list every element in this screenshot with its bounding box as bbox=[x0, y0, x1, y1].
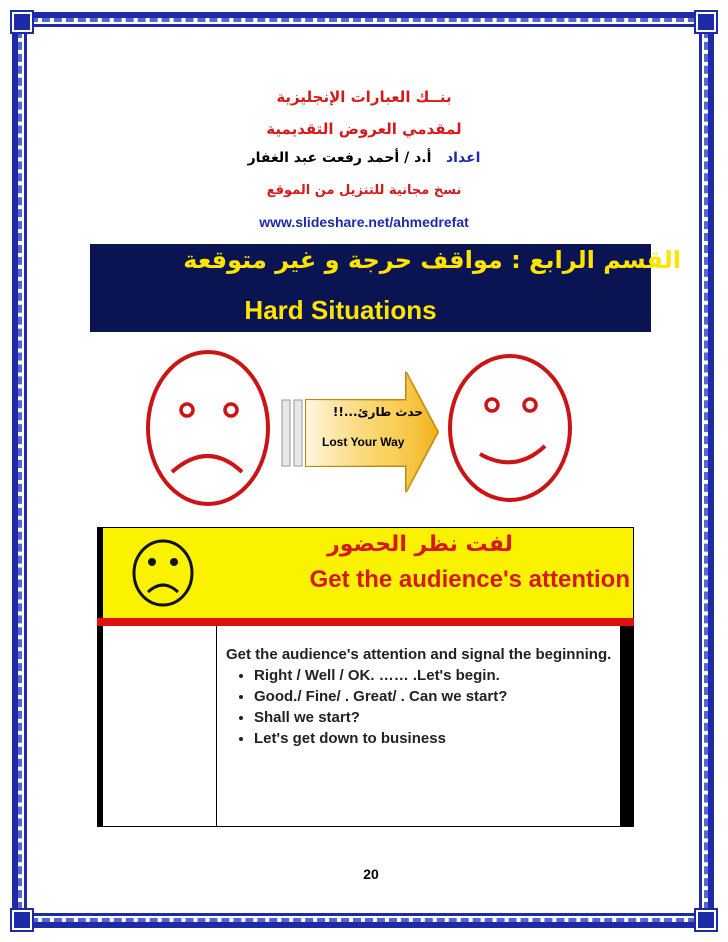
transition-arabic: حدث طارئ...!! bbox=[332, 405, 424, 419]
book-subtitle: لمقدمي العروض التقديمية bbox=[266, 120, 462, 138]
card-intro: Get the audience's attention and signal the beginning. bbox=[226, 646, 612, 663]
section-title-arabic: القسم الرابع : مواقف حرجة و غير متوقعة bbox=[90, 246, 651, 286]
transition-english: Lost Your Way bbox=[322, 435, 405, 449]
author-label: اعداد bbox=[446, 150, 481, 166]
list-item: • Shall we start? bbox=[254, 707, 616, 728]
corner-ornament bbox=[696, 910, 716, 930]
card-column-divider bbox=[216, 626, 217, 826]
corner-ornament bbox=[12, 910, 32, 930]
author-line bbox=[0, 150, 728, 166]
card-left-border bbox=[97, 527, 103, 827]
website-link[interactable]: www.slideshare.net/ahmedrefat bbox=[259, 214, 469, 230]
card-title-english: Get the audience's attention bbox=[309, 566, 630, 593]
free-copies-note: نسخ مجانية للتنزيل من الموقع bbox=[266, 183, 462, 198]
happy-face-icon bbox=[450, 356, 570, 500]
list-item: • Let's get down to business bbox=[254, 728, 616, 749]
card-right-border bbox=[620, 626, 634, 826]
author-name: أ.د / أحمد رفعت عبد الغفار bbox=[247, 150, 432, 166]
card-body bbox=[226, 644, 616, 749]
sad-face-icon bbox=[130, 538, 196, 608]
card-header-divider bbox=[97, 618, 634, 626]
list-item: • Right / Well / OK. …… .Let's begin. bbox=[254, 665, 616, 686]
mood-illustration bbox=[0, 350, 728, 510]
card-title-arabic: لفت نظر الحضور bbox=[327, 532, 513, 557]
book-title: بنــك العبارات الإنجليزية bbox=[276, 88, 452, 106]
list-item: • Good./ Fine/ . Great/ . Can we start? bbox=[254, 686, 616, 707]
section-title-english: Hard Situations bbox=[244, 295, 437, 325]
page-number: 20 bbox=[363, 866, 379, 882]
corner-ornament bbox=[12, 12, 32, 32]
arrow-shape bbox=[282, 372, 438, 492]
phrase-list bbox=[226, 665, 616, 749]
corner-ornament bbox=[696, 12, 716, 32]
sad-face-icon bbox=[148, 352, 268, 504]
